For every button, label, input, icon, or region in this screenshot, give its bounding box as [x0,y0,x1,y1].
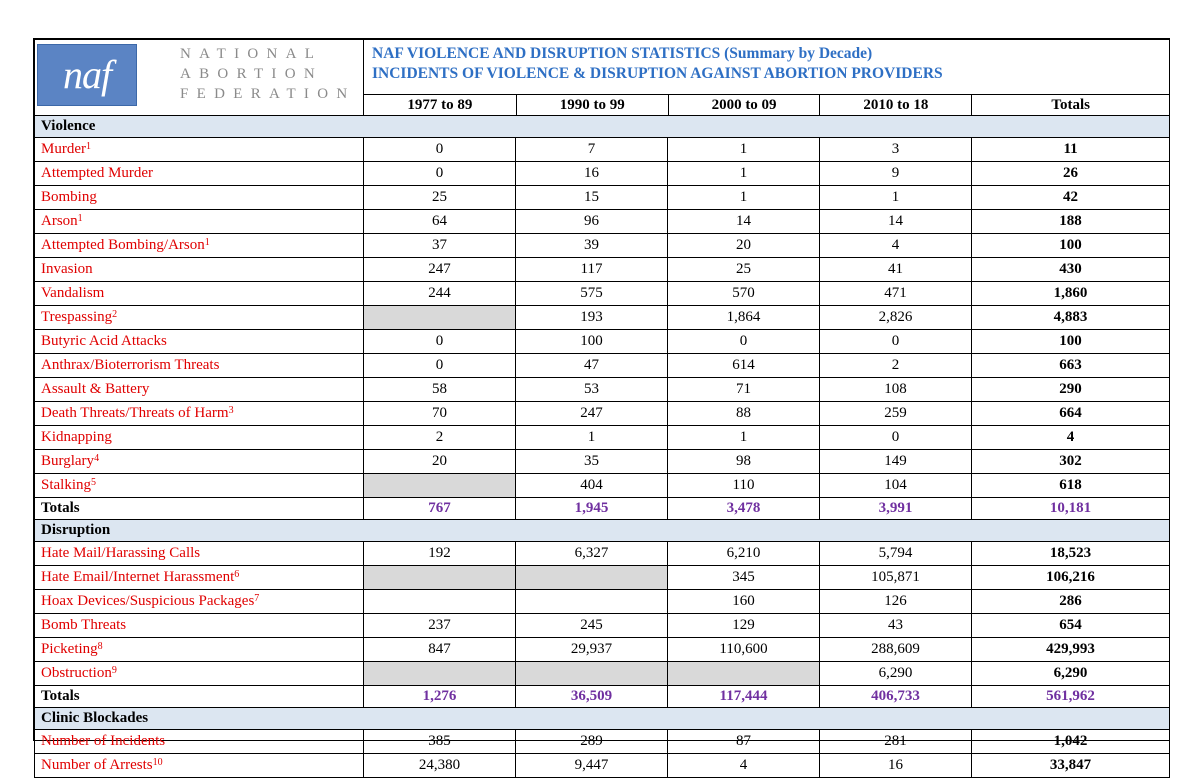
value-cell: 247 [364,258,516,282]
row-label: Burglary$^4$ [35,450,364,474]
value-cell: 9,447 [516,754,668,778]
row-total-cell: 663 [972,354,1170,378]
row-total-cell: 42 [972,186,1170,210]
value-cell: 20 [364,450,516,474]
value-cell: 0 [364,330,516,354]
row-total-cell: 286 [972,590,1170,614]
value-cell: 25 [668,258,820,282]
table-row [35,162,1170,186]
value-cell: 16 [820,754,972,778]
value-cell: 98 [668,450,820,474]
column-total-cell: 3,991 [820,498,972,520]
column-header-1: 1990 to 99 [516,94,668,115]
column-total-cell: 1,945 [516,498,668,520]
table-row [35,234,1170,258]
logo-line-federation: FEDERATION [180,86,356,102]
value-cell: 105,871 [820,566,972,590]
empty-cell [668,662,820,686]
column-total-cell: 117,444 [668,686,820,708]
value-cell: 110,600 [668,638,820,662]
table-row [35,450,1170,474]
value-cell: 0 [364,138,516,162]
value-cell: 192 [364,542,516,566]
table-row [35,474,1170,498]
logo-cell [35,40,364,116]
value-cell: 126 [820,590,972,614]
value-cell: 149 [820,450,972,474]
value-cell: 288,609 [820,638,972,662]
value-cell: 87 [668,730,820,754]
row-total-cell: 100 [972,330,1170,354]
row-label: Hate Mail/Harassing Calls [35,542,364,566]
table-row [35,754,1170,778]
column-total-cell: 36,509 [516,686,668,708]
logo-line-national: NATIONAL [180,46,323,62]
footnote-marker: 9 [111,665,117,676]
section-header-disruption [35,520,1170,542]
row-total-cell: 1,860 [972,282,1170,306]
value-cell: 244 [364,282,516,306]
naf-logo [37,44,137,106]
value-cell: 570 [668,282,820,306]
row-total-cell: 18,523 [972,542,1170,566]
table-row [35,258,1170,282]
column-total-cell: 1,276 [364,686,516,708]
section-header-violence [35,116,1170,138]
value-cell: 47 [516,354,668,378]
logo-line-abortion: ABORTION [180,66,323,82]
empty-cell [516,662,668,686]
totals-label: Totals [35,498,364,520]
value-cell: 385 [364,730,516,754]
row-total-cell: 33,847 [972,754,1170,778]
empty-cell [364,474,516,498]
row-label: Number of Incidents [35,730,364,754]
value-cell: 4 [820,234,972,258]
value-cell: 0 [668,330,820,354]
value-cell: 471 [820,282,972,306]
value-cell: 847 [364,638,516,662]
row-label: Attempted Bombing/Arson$^1$ [35,234,364,258]
value-cell: 6,290 [820,662,972,686]
title-cell [364,40,1170,116]
table-row [35,210,1170,234]
table-row [35,378,1170,402]
row-total-cell: 429,993 [972,638,1170,662]
row-total-cell: 188 [972,210,1170,234]
row-label: Bombing [35,186,364,210]
value-cell: 0 [820,426,972,450]
value-cell: 575 [516,282,668,306]
value-cell [516,590,668,614]
value-cell: 53 [516,378,668,402]
table-row [35,566,1170,590]
value-cell: 259 [820,402,972,426]
value-cell: 24,380 [364,754,516,778]
footnote-marker: 10 [152,757,163,768]
grand-total-cell: 561,962 [972,686,1170,708]
footnote-marker: 7 [254,593,260,604]
row-total-cell: 290 [972,378,1170,402]
value-cell: 245 [516,614,668,638]
row-total-cell: 11 [972,138,1170,162]
row-label: Kidnapping [35,426,364,450]
table-row [35,614,1170,638]
row-label: Invasion [35,258,364,282]
value-cell: 117 [516,258,668,282]
row-total-cell: 654 [972,614,1170,638]
column-headers [364,94,1169,115]
value-cell: 100 [516,330,668,354]
section-title: Disruption [35,520,1170,542]
value-cell: 16 [516,162,668,186]
table-row [35,638,1170,662]
table-row [35,730,1170,754]
value-cell: 1 [668,186,820,210]
footnote-marker: 1 [86,141,91,152]
value-cell: 5,794 [820,542,972,566]
value-cell: 88 [668,402,820,426]
value-cell: 1 [668,162,820,186]
table-row [35,426,1170,450]
value-cell: 110 [668,474,820,498]
value-cell: 70 [364,402,516,426]
table-row [35,662,1170,686]
value-cell: 6,210 [668,542,820,566]
value-cell: 9 [820,162,972,186]
empty-cell [364,662,516,686]
table-row [35,186,1170,210]
table-row [35,354,1170,378]
value-cell: 0 [364,354,516,378]
value-cell: 6,327 [516,542,668,566]
table-row [35,306,1170,330]
value-cell: 289 [516,730,668,754]
column-total-cell: 767 [364,498,516,520]
section-header-clinic-blockades [35,708,1170,730]
value-cell: 1 [668,426,820,450]
value-cell: 614 [668,354,820,378]
row-label: Attempted Murder [35,162,364,186]
value-cell: 104 [820,474,972,498]
table-row [35,330,1170,354]
value-cell: 37 [364,234,516,258]
value-cell: 1 [668,138,820,162]
footnote-marker: 6 [234,569,240,580]
value-cell: 193 [516,306,668,330]
footnote-marker: 5 [91,477,97,488]
row-total-cell: 302 [972,450,1170,474]
title-line-1: NAF VIOLENCE AND DISRUPTION STATISTICS (Summary by Decade) [372,45,873,62]
row-label: Death Threats/Threats of Harm$^3$ [35,402,364,426]
footnote-marker: 4 [94,453,100,464]
footnote-marker: 8 [97,641,103,652]
value-cell: 129 [668,614,820,638]
value-cell: 14 [668,210,820,234]
value-cell [364,590,516,614]
value-cell: 96 [516,210,668,234]
value-cell: 25 [364,186,516,210]
empty-cell [516,566,668,590]
footnote-marker: 1 [77,213,83,224]
footnote-marker: 2 [112,309,118,320]
empty-cell [364,306,516,330]
row-label: Assault & Battery [35,378,364,402]
value-cell: 237 [364,614,516,638]
row-total-cell: 1,042 [972,730,1170,754]
value-cell: 2 [820,354,972,378]
statistics-table-frame [33,38,1170,773]
value-cell: 2 [364,426,516,450]
value-cell: 2,826 [820,306,972,330]
value-cell: 3 [820,138,972,162]
row-label: Stalking$^5$ [35,474,364,498]
column-total-cell: 406,733 [820,686,972,708]
row-total-cell: 106,216 [972,566,1170,590]
row-label: Hoax Devices/Suspicious Packages$^7$ [35,590,364,614]
value-cell: 35 [516,450,668,474]
value-cell: 4 [668,754,820,778]
row-total-cell: 4 [972,426,1170,450]
row-total-cell: 26 [972,162,1170,186]
table-title [372,44,943,84]
empty-cell [364,566,516,590]
column-header-3: 2010 to 18 [819,94,971,115]
row-label: Hate Email/Internet Harassment$^6$ [35,566,364,590]
column-header-0: 1977 to 89 [364,94,516,115]
value-cell: 64 [364,210,516,234]
value-cell: 71 [668,378,820,402]
row-total-cell: 6,290 [972,662,1170,686]
grand-total-cell: 10,181 [972,498,1170,520]
row-total-cell: 618 [972,474,1170,498]
statistics-table [34,39,1170,778]
row-label: Vandalism [35,282,364,306]
footnote-marker: 1 [204,237,210,248]
totals-row [35,498,1170,520]
value-cell: 345 [668,566,820,590]
row-label: Picketing$^8$ [35,638,364,662]
row-total-cell: 4,883 [972,306,1170,330]
value-cell: 281 [820,730,972,754]
value-cell: 41 [820,258,972,282]
title-line-2: INCIDENTS OF VIOLENCE & DISRUPTION AGAINST ABORTION PROVIDERS [372,65,943,82]
column-header-4: Totals [971,94,1169,115]
table-row [35,282,1170,306]
value-cell: 0 [820,330,972,354]
table-row [35,402,1170,426]
row-label: Obstruction$^9$ [35,662,364,686]
section-title: Violence [35,116,1170,138]
value-cell: 29,937 [516,638,668,662]
value-cell: 160 [668,590,820,614]
value-cell: 20 [668,234,820,258]
table-row [35,590,1170,614]
row-label: Anthrax/Bioterrorism Threats [35,354,364,378]
value-cell: 15 [516,186,668,210]
value-cell: 0 [364,162,516,186]
value-cell: 108 [820,378,972,402]
row-label: Butyric Acid Attacks [35,330,364,354]
totals-label: Totals [35,686,364,708]
value-cell: 1,864 [668,306,820,330]
table-row [35,138,1170,162]
value-cell: 58 [364,378,516,402]
logo-text [180,44,356,104]
value-cell: 14 [820,210,972,234]
value-cell: 247 [516,402,668,426]
footnote-marker: 3 [228,405,234,416]
row-label: Arson$^1$ [35,210,364,234]
row-total-cell: 430 [972,258,1170,282]
value-cell: 39 [516,234,668,258]
value-cell: 1 [516,426,668,450]
table-row [35,542,1170,566]
totals-row [35,686,1170,708]
logo-mark: naf [62,52,112,97]
column-header-2: 2000 to 09 [668,94,820,115]
row-label: Bomb Threats [35,614,364,638]
value-cell: 1 [820,186,972,210]
value-cell: 404 [516,474,668,498]
row-total-cell: 100 [972,234,1170,258]
row-label: Number of Arrests$^{10}$ [35,754,364,778]
row-label: Murder$^1$ [35,138,364,162]
value-cell: 43 [820,614,972,638]
column-total-cell: 3,478 [668,498,820,520]
row-total-cell: 664 [972,402,1170,426]
value-cell: 7 [516,138,668,162]
row-label: Trespassing$^2$ [35,306,364,330]
section-title: Clinic Blockades [35,708,1170,730]
